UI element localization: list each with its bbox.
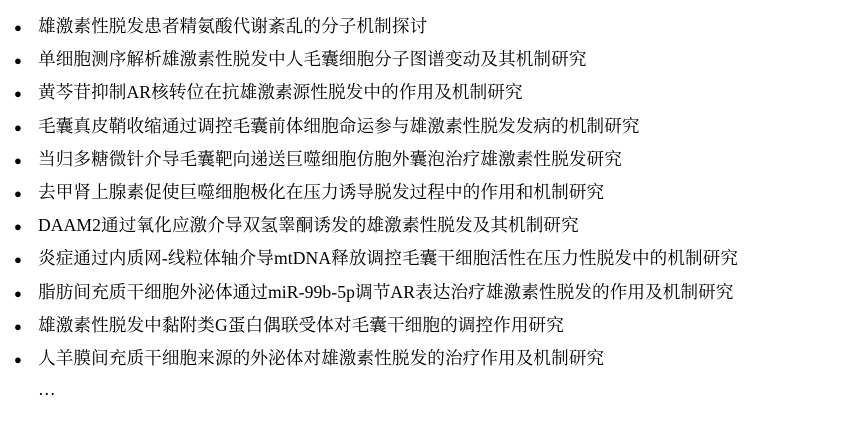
bullet-icon	[14, 310, 38, 343]
continuation-ellipsis: …	[38, 379, 58, 400]
topic-title: 脂肪间充质干细胞外泌体通过miR-99b-5p调节AR表达治疗雄激素性脱发的作用及机制研究	[38, 281, 734, 302]
topic-title: 雄激素性脱发中黏附类G蛋白偶联受体对毛囊干细胞的调控作用研究	[38, 314, 564, 335]
topic-title: 雄激素性脱发患者精氨酸代谢紊乱的分子机制探讨	[38, 16, 428, 36]
bullet-icon	[14, 111, 38, 144]
topic-title: 黄芩苷抑制AR核转位在抗雄激素源性脱发中的作用及机制研究	[38, 82, 523, 103]
list-item	[14, 176, 848, 209]
list-item	[14, 242, 848, 275]
bullet-icon	[14, 77, 38, 110]
topic-title: 当归多糖微针介导毛囊靶向递送巨噬细胞仿胞外囊泡治疗雄激素性脱发研究	[38, 148, 622, 169]
list-item	[14, 43, 848, 76]
bullet-icon	[14, 210, 38, 243]
list-item	[14, 143, 848, 176]
topic-list	[14, 10, 848, 375]
list-item	[14, 76, 848, 109]
bullet-icon	[14, 343, 38, 376]
bullet-icon	[14, 277, 38, 310]
bullet-icon	[14, 243, 38, 276]
list-item	[14, 110, 848, 143]
topic-title: 炎症通过内质网-线粒体轴介导mtDNA释放调控毛囊干细胞活性在压力性脱发中的机制研究	[38, 248, 739, 269]
list-item	[14, 209, 848, 242]
list-item	[14, 342, 848, 375]
bullet-icon	[14, 144, 38, 177]
topic-title: DAAM2通过氧化应激介导双氢睾酮诱发的雄激素性脱发及其机制研究	[38, 215, 579, 236]
topic-title: 单细胞测序解析雄激素性脱发中人毛囊细胞分子图谱变动及其机制研究	[38, 49, 587, 70]
bullet-icon	[14, 11, 38, 44]
topic-title: 人羊膜间充质干细胞来源的外泌体对雄激素性脱发的治疗作用及机制研究	[38, 347, 605, 368]
list-item	[14, 10, 848, 43]
list-item	[14, 309, 848, 342]
bullet-icon	[14, 44, 38, 77]
topic-title: 去甲肾上腺素促使巨噬细胞极化在压力诱导脱发过程中的作用和机制研究	[38, 181, 605, 202]
topic-title: 毛囊真皮鞘收缩通过调控毛囊前体细胞命运参与雄激素性脱发发病的机制研究	[38, 115, 640, 136]
list-item	[14, 276, 848, 309]
bullet-icon	[14, 177, 38, 210]
